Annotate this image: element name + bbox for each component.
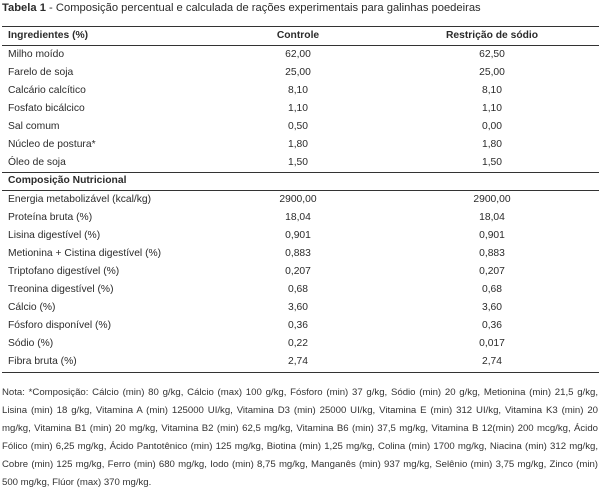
row-label: Lisina digestível (%) xyxy=(8,230,101,241)
row-label: Proteína bruta (%) xyxy=(8,212,93,223)
table-footnote: Nota: *Composição: Cálcio (min) 80 g/kg, Cálcio (max) 100 g/kg, Fósforo (min) 37 g/kg, Sódio (min) 20 g/kg, Metionina (min) 21,5 g/kg, Lisina (min) 18 g/kg, Vitamina A (min) 125000 UI/kg, Vitamina D3 (min) 25000 UI/kg, Vitamina E (min) 312 UI/kg, Vitamina K3 (min) 20 mg/kg, Vitamina B1 (min) 20 mg/kg, Vitamina B2 (min) 62,5 mg/kg, Vitamina B6 (min) 37,5 mg/kg, Vitamina B 12(min) 200 mcg/kg, Ácido Fólico (min) 6,25 mg/kg, Ácido Pantotênico (min) 125 mg/kg, Biotina (min) 1,25 mg/kg, Colina (min) 1700 mg/kg, Niacina (min) 312 mg/kg, Cobre (min) 125 mg/kg, Ferro (min) 680 mg/kg, Iodo (min) 8,75 mg/kg, Manganês (min) 937 mg/kg, Selênio (min) 3,75 mg/kg, Zinco (min) 500 mg/kg, Flúor (max) 370 mg/kg. xyxy=(2,387,598,488)
table-row xyxy=(2,299,599,317)
row-label: Sal comum xyxy=(8,121,60,132)
row-restricao: 1,50 xyxy=(481,157,503,168)
row-label: Metionina + Cistina digestível (%) xyxy=(8,248,162,259)
table-row xyxy=(2,245,599,263)
table-row xyxy=(2,209,599,227)
table-row xyxy=(2,136,599,154)
row-restricao: 0,207 xyxy=(479,266,505,277)
caption-text: - Composição percentual e calculada de rações experimentais para galinhas poedeiras xyxy=(45,2,481,14)
table-row xyxy=(2,154,599,172)
row-restricao: 25,00 xyxy=(479,67,505,78)
row-restricao: 0,36 xyxy=(481,320,503,331)
row-restricao: 2900,00 xyxy=(473,194,511,205)
row-controle: 0,36 xyxy=(287,320,309,331)
row-label: Triptofano digestível (%) xyxy=(8,266,120,277)
row-label: Treonina digestível (%) xyxy=(8,284,114,295)
row-controle: 62,00 xyxy=(285,49,311,60)
row-controle: 1,10 xyxy=(287,103,309,114)
row-label: Fósforo disponível (%) xyxy=(8,320,112,331)
table-row xyxy=(2,100,599,118)
row-controle: 0,68 xyxy=(287,284,309,295)
row-label: Fosfato bicálcico xyxy=(8,103,85,114)
header-restricao: Restrição de sódio xyxy=(445,30,539,41)
row-restricao: 18,04 xyxy=(479,212,505,223)
row-controle: 3,60 xyxy=(287,302,309,313)
row-controle: 2900,00 xyxy=(279,194,317,205)
row-restricao: 0,017 xyxy=(479,338,505,349)
table-row xyxy=(2,46,599,64)
row-controle: 0,901 xyxy=(285,230,311,241)
row-label: Milho moído xyxy=(8,49,65,60)
row-label: Calcário calcítico xyxy=(8,85,86,96)
table-row xyxy=(2,82,599,100)
row-label: Núcleo de postura* xyxy=(8,139,96,150)
table-row xyxy=(2,263,599,281)
row-controle: 0,207 xyxy=(285,266,311,277)
row-restricao: 2,74 xyxy=(481,356,503,367)
header-controle: Controle xyxy=(276,30,320,41)
row-label: Farelo de soja xyxy=(8,67,74,78)
caption-label: Tabela 1 xyxy=(2,2,46,14)
section-title: Composição Nutricional xyxy=(8,175,127,186)
row-label: Cálcio (%) xyxy=(8,302,56,313)
table-bottom-rule xyxy=(2,372,599,373)
row-controle: 0,22 xyxy=(287,338,309,349)
row-controle: 0,883 xyxy=(285,248,311,259)
table-row xyxy=(2,317,599,335)
table-header-row xyxy=(2,27,599,45)
table-caption xyxy=(2,2,481,14)
row-controle: 0,50 xyxy=(287,121,309,132)
table-row xyxy=(2,281,599,299)
row-restricao: 0,901 xyxy=(479,230,505,241)
row-label: Energia metabolizável (kcal/kg) xyxy=(8,194,152,205)
row-restricao: 1,10 xyxy=(481,103,503,114)
row-label: Sódio (%) xyxy=(8,338,54,349)
table-row xyxy=(2,353,599,371)
table-row xyxy=(2,227,599,245)
row-restricao: 0,68 xyxy=(481,284,503,295)
row-controle: 2,74 xyxy=(287,356,309,367)
table-row xyxy=(2,191,599,209)
section-title-row xyxy=(2,172,599,190)
row-restricao: 1,80 xyxy=(481,139,503,150)
row-controle: 8,10 xyxy=(287,85,309,96)
row-controle: 25,00 xyxy=(285,67,311,78)
row-restricao: 62,50 xyxy=(479,49,505,60)
table-row xyxy=(2,64,599,82)
header-ingredients: Ingredientes (%) xyxy=(8,30,89,41)
row-label: Fibra bruta (%) xyxy=(8,356,77,367)
table-row xyxy=(2,335,599,353)
row-controle: 18,04 xyxy=(285,212,311,223)
row-controle: 1,80 xyxy=(287,139,309,150)
row-controle: 1,50 xyxy=(287,157,309,168)
row-restricao: 8,10 xyxy=(481,85,503,96)
row-label: Óleo de soja xyxy=(8,157,66,168)
row-restricao: 0,883 xyxy=(479,248,505,259)
row-restricao: 3,60 xyxy=(481,302,503,313)
table-row xyxy=(2,118,599,136)
row-restricao: 0,00 xyxy=(481,121,503,132)
